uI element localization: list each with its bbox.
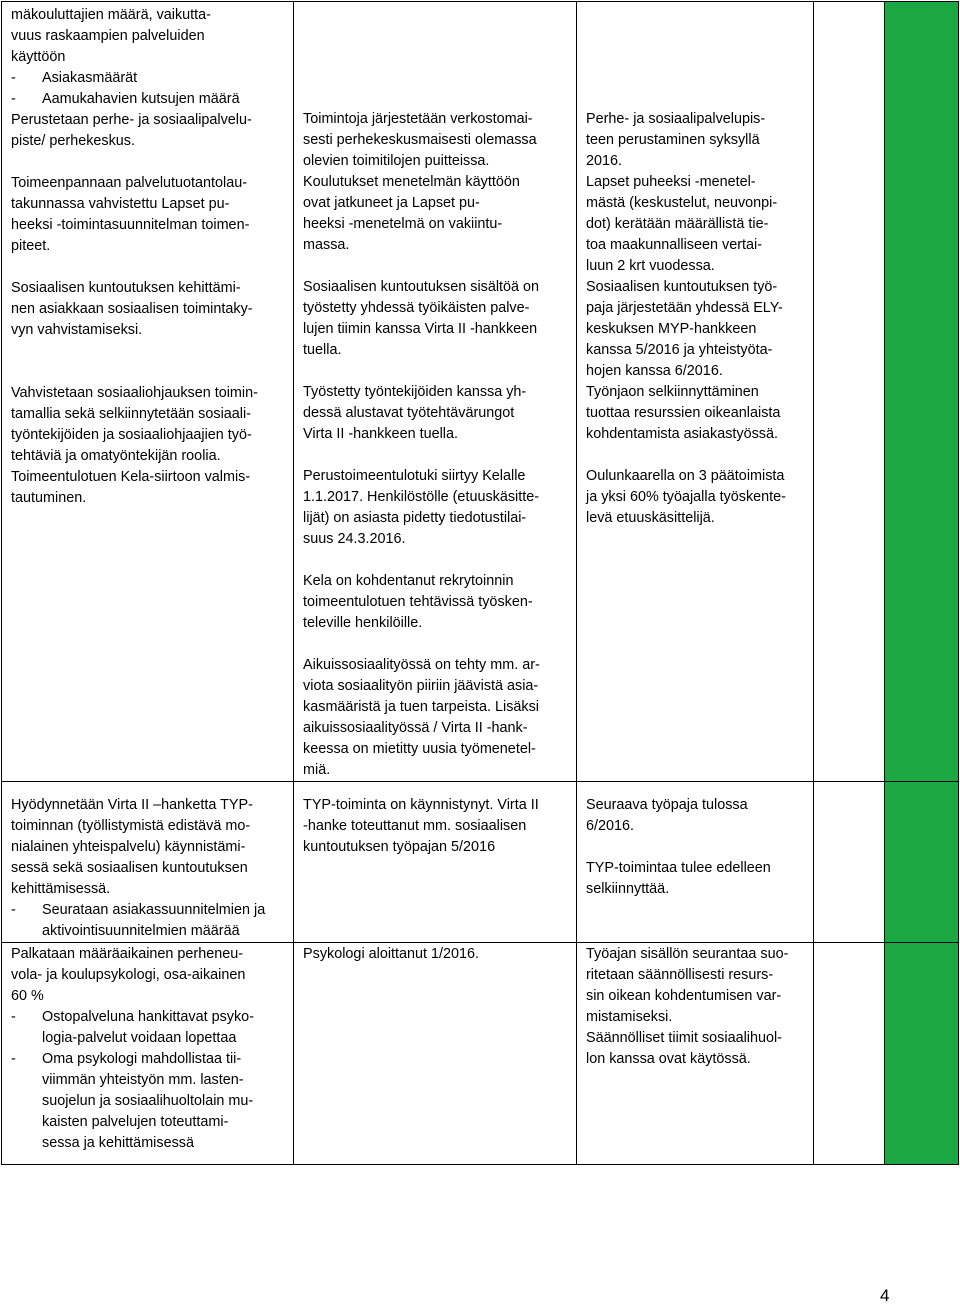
text-line: 60 % bbox=[11, 988, 44, 1004]
dash-list-item: - Oma psykologi mahdollistaa tii- bbox=[11, 1051, 242, 1067]
status-green-cell bbox=[885, 782, 959, 943]
cell-actions bbox=[2, 782, 294, 943]
text-line: TYP-toimintaa tulee edelleen bbox=[586, 860, 771, 876]
text-line: Työajan sisällön seurantaa suo- bbox=[586, 946, 789, 962]
text-line: keessa on mietitty uusia työmenetel- bbox=[303, 741, 536, 757]
text-line: Koulutukset menetelmän käyttöön bbox=[303, 174, 520, 190]
text-line: paja järjestetään yhdessä ELY- bbox=[586, 300, 783, 316]
text-line: takunnassa vahvistettu Lapset pu- bbox=[11, 196, 230, 212]
text-line: viota sosiaalityön piiriin jäävistä asia- bbox=[303, 678, 539, 694]
cell-evaluation bbox=[577, 2, 814, 782]
dash-list-item: viimmän yhteistyön mm. lasten- bbox=[42, 1072, 244, 1088]
text-line: mästä (keskustelut, neuvonpi- bbox=[586, 195, 778, 211]
text-line: toiminnan (työllistymistä edistävä mo- bbox=[11, 818, 251, 834]
text-line: teen perustaminen syksyllä bbox=[586, 132, 760, 148]
text-line: Palkataan määräaikainen perheneu- bbox=[11, 946, 244, 962]
text-line: aikuissosiaalityössä / Virta II -hank- bbox=[303, 720, 528, 736]
text-line: kasmääristä ja tuen tarpeista. Lisäksi bbox=[303, 699, 540, 715]
text-line: dessä alustavat työtehtävärungot bbox=[303, 405, 515, 421]
text-line: suus 24.3.2016. bbox=[303, 531, 406, 547]
text-line: televille henkilöille. bbox=[303, 615, 423, 631]
text-line: ovat jatkuneet ja Lapset pu- bbox=[303, 195, 480, 211]
text-line: Toimeenpannaan palvelutuotantolau- bbox=[11, 175, 248, 191]
text-line: -hanke toteuttanut mm. sosiaalisen bbox=[303, 818, 527, 834]
cell-blank bbox=[814, 943, 885, 1165]
cell-blank bbox=[814, 782, 885, 943]
text-line: työstetty yhdessä työikäisten palve- bbox=[303, 300, 530, 316]
evaluation-table bbox=[1, 1, 959, 1165]
text-line: Hyödynnetään Virta II –hanketta TYP- bbox=[11, 797, 253, 813]
text-line: Toimeentulotuen Kela-siirtoon valmis- bbox=[11, 469, 251, 485]
text-line: sin oikean kohdentumisen var- bbox=[586, 988, 782, 1004]
cell-blank bbox=[814, 2, 885, 782]
text-line: selkiinnyttää. bbox=[586, 881, 670, 897]
cell-actions bbox=[2, 943, 294, 1165]
text-line: mistamiseksi. bbox=[586, 1009, 673, 1025]
text-line: kehittämisessä. bbox=[11, 881, 111, 897]
text-line: vuus raskaampien palveluiden bbox=[11, 28, 205, 44]
text-line: lon kanssa ovat käytössä. bbox=[586, 1051, 751, 1067]
dash-list-item: - Seurataan asiakassuunnitelmien ja bbox=[11, 902, 266, 918]
text-line: tuottaa resurssien oikeanlaista bbox=[586, 405, 781, 421]
text-line: vyn vahvistamiseksi. bbox=[11, 322, 143, 338]
text-line: tehtäviä ja omatyöntekijän roolia. bbox=[11, 448, 221, 464]
text-line: hojen kanssa 6/2016. bbox=[586, 363, 723, 379]
text-line: työntekijöiden ja sosiaaliohjaajien työ- bbox=[11, 427, 252, 443]
text-line: toimeentulotuen tehtävissä työsken- bbox=[303, 594, 533, 610]
cell-evaluation bbox=[577, 943, 814, 1165]
text-line: 6/2016. bbox=[586, 818, 635, 834]
dash-list-item: - Ostopalveluna hankittavat psyko- bbox=[11, 1009, 254, 1025]
text-line: vola- ja koulupsykologi, osa-aikainen bbox=[11, 967, 246, 983]
dash-list-item: logia-palvelut voidaan lopettaa bbox=[42, 1030, 237, 1046]
text-line: Työnjaon selkiinnyttäminen bbox=[586, 384, 759, 400]
dash-list-item: kaisten palvelujen toteuttami- bbox=[42, 1114, 229, 1130]
text-line: ja yksi 60% työajalla työskente- bbox=[586, 489, 786, 505]
text-line: Sosiaalisen kuntoutuksen työ- bbox=[586, 279, 778, 295]
text-line: toa maakunnalliseen vertai- bbox=[586, 237, 762, 253]
dash-list-item: sessa ja kehittämisessä bbox=[42, 1135, 194, 1151]
text-line: Sosiaalisen kuntoutuksen kehittämi- bbox=[11, 280, 241, 296]
text-line: lujen tiimin kanssa Virta II -hankkeen bbox=[303, 321, 538, 337]
text-line: mäkouluttajien määrä, vaikutta- bbox=[11, 7, 211, 23]
text-line: nen asiakkaan sosiaalisen toimintaky- bbox=[11, 301, 253, 317]
text-line: 1.1.2017. Henkilöstölle (etuuskäsitte- bbox=[303, 489, 540, 505]
text-line: lijät) on asiasta pidetty tiedotustilai- bbox=[303, 510, 527, 526]
text-line: sessä sekä sosiaalisen kuntoutuksen bbox=[11, 860, 248, 876]
text-line: massa. bbox=[303, 237, 350, 253]
text-line: Toimintoja järjestetään verkostomai- bbox=[303, 111, 533, 127]
text-line: TYP-toiminta on käynnistynyt. Virta II bbox=[303, 797, 539, 813]
table-row bbox=[2, 782, 959, 943]
text-line: piteet. bbox=[11, 238, 51, 254]
text-line: Aikuissosiaalityössä on tehty mm. ar- bbox=[303, 657, 540, 673]
text-line: nialainen yhteispalvelu) käynnistämi- bbox=[11, 839, 246, 855]
status-green-cell bbox=[885, 2, 959, 782]
text-line: Virta II -hankkeen tuella. bbox=[303, 426, 458, 442]
text-line: Psykologi aloittanut 1/2016. bbox=[303, 946, 480, 962]
text-line: olevien toimitilojen puitteissa. bbox=[303, 153, 490, 169]
text-line: käyttöön bbox=[11, 49, 66, 65]
text-line: tamallia sekä selkiinnytetään sosiaali- bbox=[11, 406, 251, 422]
status-green-cell bbox=[885, 943, 959, 1165]
text-line: tautuminen. bbox=[11, 490, 87, 506]
dash-list-item: - Asiakasmäärät bbox=[11, 70, 138, 86]
text-line: Vahvistetaan sosiaaliohjauksen toimin- bbox=[11, 385, 258, 401]
text-line: levä etuuskäsittelijä. bbox=[586, 510, 715, 526]
text-line: Perustoimeentulotuki siirtyy Kelalle bbox=[303, 468, 526, 484]
cell-status bbox=[294, 2, 577, 782]
text-line: Perhe- ja sosiaalipalvelupis- bbox=[586, 111, 766, 127]
page-number: 4 bbox=[880, 1286, 890, 1305]
text-line: Kela on kohdentanut rekrytoinnin bbox=[303, 573, 514, 589]
text-line: 2016. bbox=[586, 153, 623, 169]
text-line: ritetaan säännöllisesti resurs- bbox=[586, 967, 774, 983]
cell-status bbox=[294, 943, 577, 1165]
text-line: kohdentamista asiakastyössä. bbox=[586, 426, 778, 442]
text-line: Työstetty työntekijöiden kanssa yh- bbox=[303, 384, 527, 400]
table-row bbox=[2, 943, 959, 1165]
text-line: miä. bbox=[303, 762, 331, 778]
text-line: Seuraava työpaja tulossa bbox=[586, 797, 748, 813]
dash-list-item: aktivointisuunnitelmien määrää bbox=[42, 923, 240, 939]
cell-status bbox=[294, 782, 577, 943]
text-line: kanssa 5/2016 ja yhteistyöta- bbox=[586, 342, 773, 358]
text-line: kuntoutuksen työpajan 5/2016 bbox=[303, 839, 496, 855]
dash-list-item: - Aamukahavien kutsujen määrä bbox=[11, 91, 240, 107]
table-row bbox=[2, 2, 959, 782]
text-line: Sosiaalisen kuntoutuksen sisältöä on bbox=[303, 279, 540, 295]
text-line: luun 2 krt vuodessa. bbox=[586, 258, 715, 274]
text-line: heeksi -toimintasuunnitelman toimen- bbox=[11, 217, 250, 233]
text-line: keskuksen MYP-hankkeen bbox=[586, 321, 757, 337]
text-line: Perustetaan perhe- ja sosiaalipalvelu- bbox=[11, 112, 252, 128]
cell-actions bbox=[2, 2, 294, 782]
text-line: Säännölliset tiimit sosiaalihuol- bbox=[586, 1030, 782, 1046]
text-line: Oulunkaarella on 3 päätoimista bbox=[586, 468, 785, 484]
text-line: dot) kerätään määrällistä tie- bbox=[586, 216, 769, 232]
dash-list-item: suojelun ja sosiaalihuoltolain mu- bbox=[42, 1093, 254, 1109]
text-line: Lapset puheeksi -menetel- bbox=[586, 174, 756, 190]
text-line: tuella. bbox=[303, 342, 342, 358]
text-line: sesti perhekeskusmaisesti olemassa bbox=[303, 132, 537, 148]
cell-evaluation bbox=[577, 782, 814, 943]
text-line: piste/ perhekeskus. bbox=[11, 133, 135, 149]
text-line: heeksi -menetelmä on vakiintu- bbox=[303, 216, 503, 232]
